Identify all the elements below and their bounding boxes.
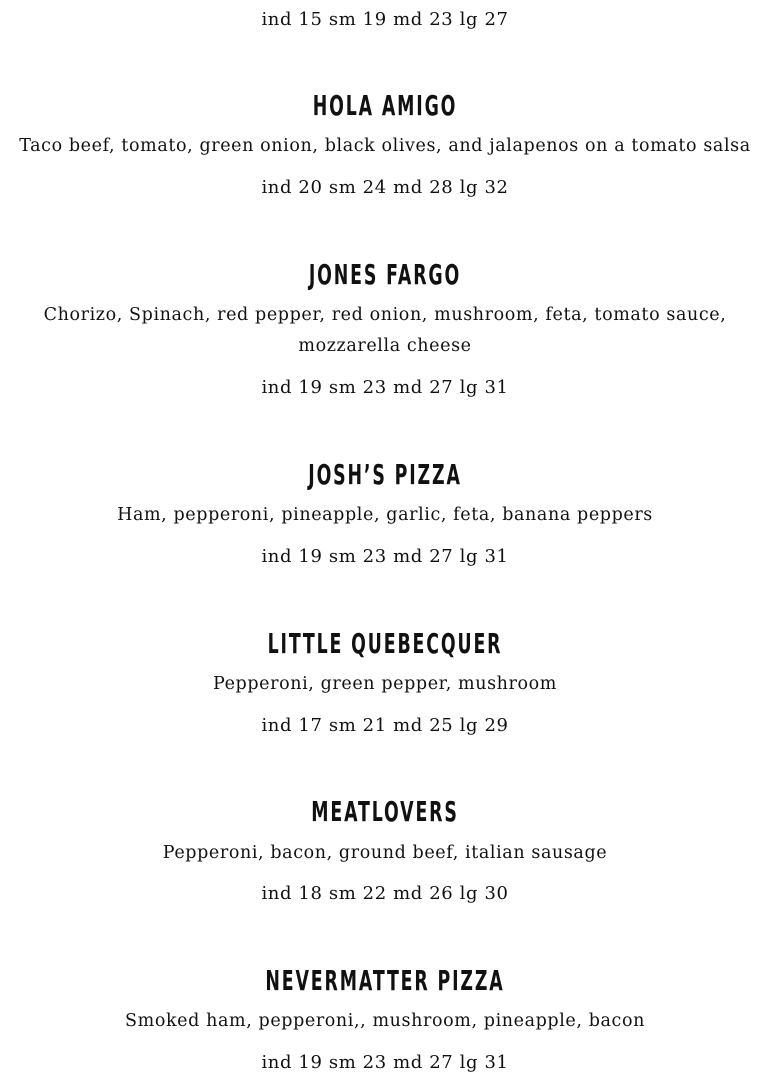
- item-price-top: ind 15 sm 19 md 23 lg 27: [261, 9, 509, 30]
- item-price-jones-fargo: ind 19 sm 23 md 27 lg 31: [261, 377, 509, 398]
- item-price-hola-amigo: ind 20 sm 24 md 28 lg 32: [261, 177, 509, 198]
- item-description-joshs-pizza: Ham, pepperoni, pineapple, garlic, feta, banana peppers: [117, 505, 653, 525]
- item-title-joshs-pizza: JOSH’S PIZZA: [308, 458, 462, 491]
- item-price-meatlovers: ind 18 sm 22 md 26 lg 30: [261, 883, 509, 904]
- item-price-nevermatter-pizza: ind 19 sm 23 md 27 lg 31: [261, 1052, 509, 1073]
- item-title-meatlovers: MEATLOVERS: [311, 795, 459, 828]
- item-description-little-quebecquer: Pepperoni, green pepper, mushroom: [213, 674, 557, 694]
- item-description-meatlovers: Pepperoni, bacon, ground beef, italian sausage: [162, 843, 608, 863]
- item-description-hola-amigo: Taco beef, tomato, green onion, black olives, and jalapenos on a tomato salsa: [19, 136, 751, 156]
- item-title-hola-amigo: HOLA AMIGO: [312, 89, 458, 122]
- item-title-jones-fargo: JONES FARGO: [308, 258, 462, 291]
- item-description-nevermatter-pizza: Smoked ham, pepperoni,, mushroom, pineapple, bacon: [125, 1011, 645, 1031]
- item-price-little-quebecquer: ind 17 sm 21 md 25 lg 29: [261, 715, 509, 736]
- item-description-jones-fargo: Chorizo, Spinach, red pepper, red onion, mushroom, feta, tomato sauce, mozzarella cheese: [43, 305, 727, 356]
- item-title-little-quebecquer: LITTLE QUEBECQUER: [267, 627, 503, 660]
- item-price-joshs-pizza: ind 19 sm 23 md 27 lg 31: [261, 546, 509, 567]
- item-title-nevermatter-pizza: NEVERMATTER PIZZA: [265, 964, 505, 997]
